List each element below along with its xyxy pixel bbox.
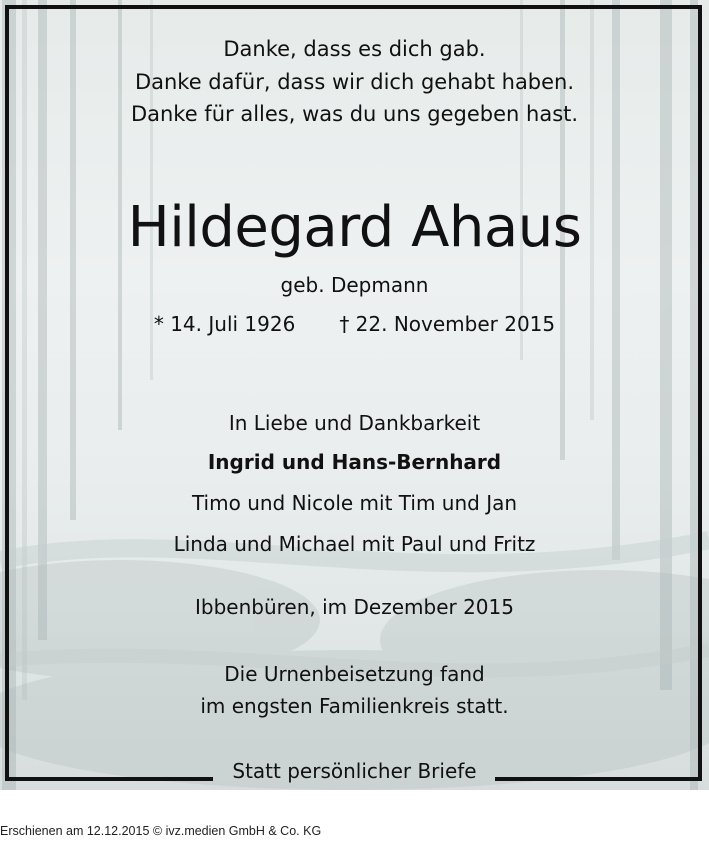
closing-note: Statt persönlicher Briefe — [232, 759, 477, 783]
birth-name: geb. Depmann — [280, 273, 429, 297]
verse-line-3: Danke für alles, was du uns gegeben hast. — [130, 102, 579, 126]
publication-footer: Erschienen am 12.12.2015 © ivz.medien GmbH & Co. KG — [0, 824, 322, 838]
verse-line-1: Danke, dass es dich gab. — [223, 37, 486, 61]
mourners-line-3: Linda und Michael mit Paul und Fritz — [173, 532, 536, 556]
life-dates — [0, 312, 709, 336]
mourners-primary: Ingrid und Hans-Bernhard — [207, 450, 502, 474]
birth-date: * 14. Juli 1926 — [153, 312, 296, 336]
death-date: † 22. November 2015 — [339, 312, 556, 336]
verse-line-2: Danke dafür, dass wir dich gehabt haben. — [134, 70, 575, 94]
urn-note-line-2: im engsten Familienkreis statt. — [200, 694, 509, 718]
place-date: Ibbenbüren, im Dezember 2015 — [195, 595, 514, 619]
urn-note-line-1: Die Urnenbeisetzung fand — [224, 662, 485, 686]
deceased-name: Hildegard Ahaus — [127, 195, 582, 260]
mourners-line-2: Timo und Nicole mit Tim und Jan — [191, 491, 518, 515]
mourners-intro: In Liebe und Dankbarkeit — [228, 411, 481, 435]
